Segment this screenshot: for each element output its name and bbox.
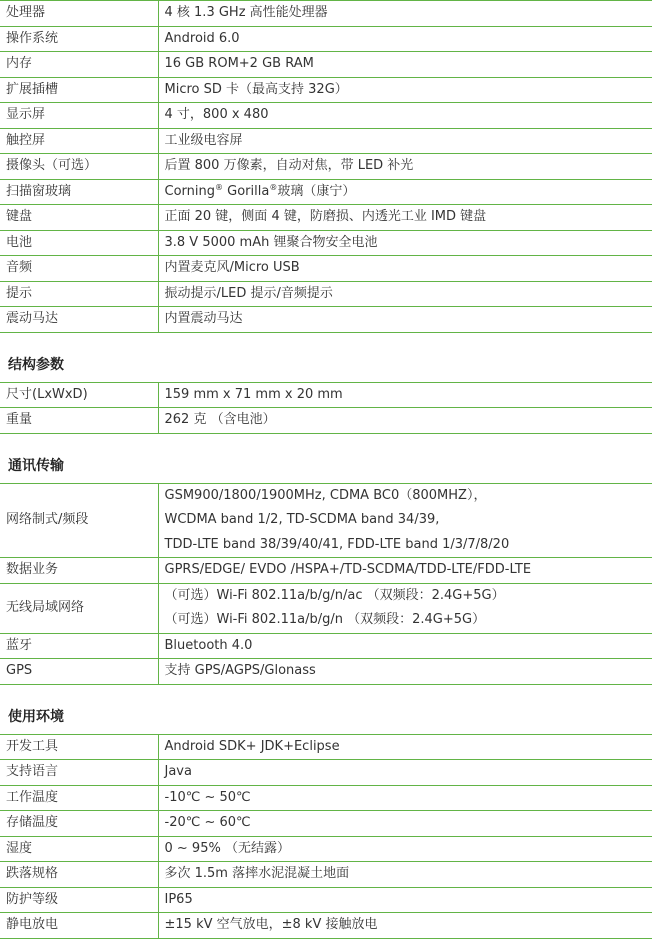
spec-value	[158, 52, 652, 78]
table-row	[0, 103, 652, 129]
table-row	[0, 408, 652, 434]
spec-table	[0, 382, 652, 434]
spec-value	[158, 154, 652, 180]
spec-value-line: ±15 kV 空气放电，±8 kV 接触放电	[164, 917, 378, 932]
table-row	[0, 734, 652, 760]
table-row	[0, 887, 652, 913]
spec-key: 湿度	[0, 836, 158, 862]
table-row	[0, 179, 652, 205]
table-row	[0, 128, 652, 154]
table-row	[0, 633, 652, 659]
spec-key: 工作温度	[0, 785, 158, 811]
spec-value	[158, 836, 652, 862]
spec-key: GPS	[0, 659, 158, 685]
table-row	[0, 811, 652, 837]
spec-value	[158, 785, 652, 811]
spec-value	[158, 633, 652, 659]
table-row	[0, 785, 652, 811]
table-row	[0, 760, 652, 786]
spec-value-line: Java	[164, 764, 192, 779]
spec-key: 支持语言	[0, 760, 158, 786]
spec-value	[158, 913, 652, 939]
table-row	[0, 26, 652, 52]
spec-value-line: TDD-LTE band 38/39/40/41, FDD-LTE band 1/3/7/8/20	[164, 536, 510, 552]
spec-table	[0, 0, 652, 333]
spec-key: 网络制式/频段	[0, 483, 158, 558]
table-row	[0, 836, 652, 862]
spec-value-line: Micro SD 卡（最高支持 32G）	[164, 81, 348, 97]
spec-value	[158, 382, 652, 408]
table-row	[0, 659, 652, 685]
spec-value-line: 后置 800 万像素，自动对焦，带 LED 补光	[164, 158, 414, 173]
table-row	[0, 483, 652, 558]
spec-value	[158, 281, 652, 307]
spec-key: 内存	[0, 52, 158, 78]
spec-value	[158, 230, 652, 256]
spec-key: 电池	[0, 230, 158, 256]
spec-key: 处理器	[0, 1, 158, 27]
spec-value-line: -20℃ ~ 60℃	[164, 815, 251, 830]
spec-value-line: 4 寸，800 x 480	[164, 107, 269, 122]
table-row	[0, 307, 652, 333]
table-row	[0, 382, 652, 408]
spec-value	[158, 77, 652, 103]
spec-value-line: Bluetooth 4.0	[164, 637, 253, 653]
spec-key: 尺寸(LxWxD)	[0, 382, 158, 408]
spec-value	[158, 483, 652, 558]
table-row	[0, 256, 652, 282]
spec-key: 音频	[0, 256, 158, 282]
table-row	[0, 583, 652, 633]
table-row	[0, 1, 652, 27]
spec-key: 存储温度	[0, 811, 158, 837]
spec-key: 跌落规格	[0, 862, 158, 888]
spec-value	[158, 205, 652, 231]
table-row	[0, 154, 652, 180]
spec-value	[158, 256, 652, 282]
spec-value-line: 262 克 （含电池）	[164, 412, 276, 427]
spec-value	[158, 811, 652, 837]
spec-key: 蓝牙	[0, 633, 158, 659]
spec-value	[158, 1, 652, 27]
spec-table	[0, 483, 652, 685]
spec-key: 开发工具	[0, 734, 158, 760]
spec-key: 防护等级	[0, 887, 158, 913]
spec-value	[158, 26, 652, 52]
spec-key: 触控屏	[0, 128, 158, 154]
spec-value-line: （可选）Wi-Fi 802.11a/b/g/n （双频段：2.4G+5G）	[164, 612, 486, 627]
spec-value-line: -10℃ ~ 50℃	[164, 789, 251, 805]
spec-key: 操作系统	[0, 26, 158, 52]
spec-value-line: 159 mm x 71 mm x 20 mm	[164, 386, 343, 402]
spec-value	[158, 887, 652, 913]
spec-key: 无线局域网络	[0, 583, 158, 633]
spec-value	[158, 583, 652, 633]
table-row	[0, 205, 652, 231]
spec-value	[158, 734, 652, 760]
table-row	[0, 77, 652, 103]
spec-value-line: 多次 1.5m 落摔水泥混凝土地面	[164, 866, 350, 881]
spec-value-line: （可选）Wi-Fi 802.11a/b/g/n/ac （双频段：2.4G+5G）	[164, 587, 505, 603]
spec-value-line: WCDMA band 1/2, TD-SCDMA band 34/39,	[164, 512, 440, 527]
spec-key: 震动马达	[0, 307, 158, 333]
spec-key: 重量	[0, 408, 158, 434]
table-row	[0, 281, 652, 307]
spec-value-line: GSM900/1800/1900MHz, CDMA BC0（800MHZ），	[164, 487, 487, 503]
spec-key: 扩展插槽	[0, 77, 158, 103]
spec-value	[158, 862, 652, 888]
table-row	[0, 913, 652, 939]
spec-value-line: Android 6.0	[164, 30, 240, 46]
spec-key: 显示屏	[0, 103, 158, 129]
spec-value-line: Corning® Gorilla®玻璃（康宁）	[164, 182, 356, 199]
section-title: 使用环境	[8, 708, 64, 725]
spec-value	[158, 760, 652, 786]
section-title: 通讯传输	[8, 457, 64, 474]
table-row	[0, 862, 652, 888]
spec-value	[158, 307, 652, 333]
spec-value-line: 振动提示/LED 提示/音频提示	[164, 285, 333, 301]
spec-value-line: Android SDK+ JDK+Eclipse	[164, 738, 340, 754]
spec-value-line: 3.8 V 5000 mAh 锂聚合物安全电池	[164, 234, 378, 250]
spec-value	[158, 558, 652, 584]
spec-key: 摄像头（可选）	[0, 154, 158, 180]
spec-value-line: 16 GB ROM+2 GB RAM	[164, 56, 314, 71]
spec-key: 扫描窗玻璃	[0, 179, 158, 205]
spec-value	[158, 179, 652, 205]
spec-value	[158, 659, 652, 685]
spec-value	[158, 103, 652, 129]
spec-value-line: 内置震动马达	[164, 311, 243, 326]
spec-value-line: 工业级电容屏	[164, 132, 243, 148]
spec-key: 数据业务	[0, 558, 158, 584]
spec-value-line: 4 核 1.3 GHz 高性能处理器	[164, 5, 328, 20]
section-title: 结构参数	[8, 356, 64, 373]
spec-value-line: IP65	[164, 891, 193, 907]
spec-key: 静电放电	[0, 913, 158, 939]
spec-value-line: 内置麦克风/Micro USB	[164, 260, 300, 275]
spec-value-line: 正面 20 键，侧面 4 键，防磨损、内透光工业 IMD 键盘	[164, 209, 487, 224]
table-row	[0, 52, 652, 78]
spec-table	[0, 734, 652, 939]
spec-key: 键盘	[0, 205, 158, 231]
spec-value	[158, 408, 652, 434]
spec-value-line: 0 ~ 95% （无结露）	[164, 840, 290, 856]
table-row	[0, 558, 652, 584]
spec-key: 提示	[0, 281, 158, 307]
spec-value-line: 支持 GPS/AGPS/Glonass	[164, 663, 316, 678]
spec-value-line: GPRS/EDGE/ EVDO /HSPA+/TD-SCDMA/TDD-LTE/FDD-LTE	[164, 562, 532, 577]
table-row	[0, 230, 652, 256]
spec-value	[158, 128, 652, 154]
